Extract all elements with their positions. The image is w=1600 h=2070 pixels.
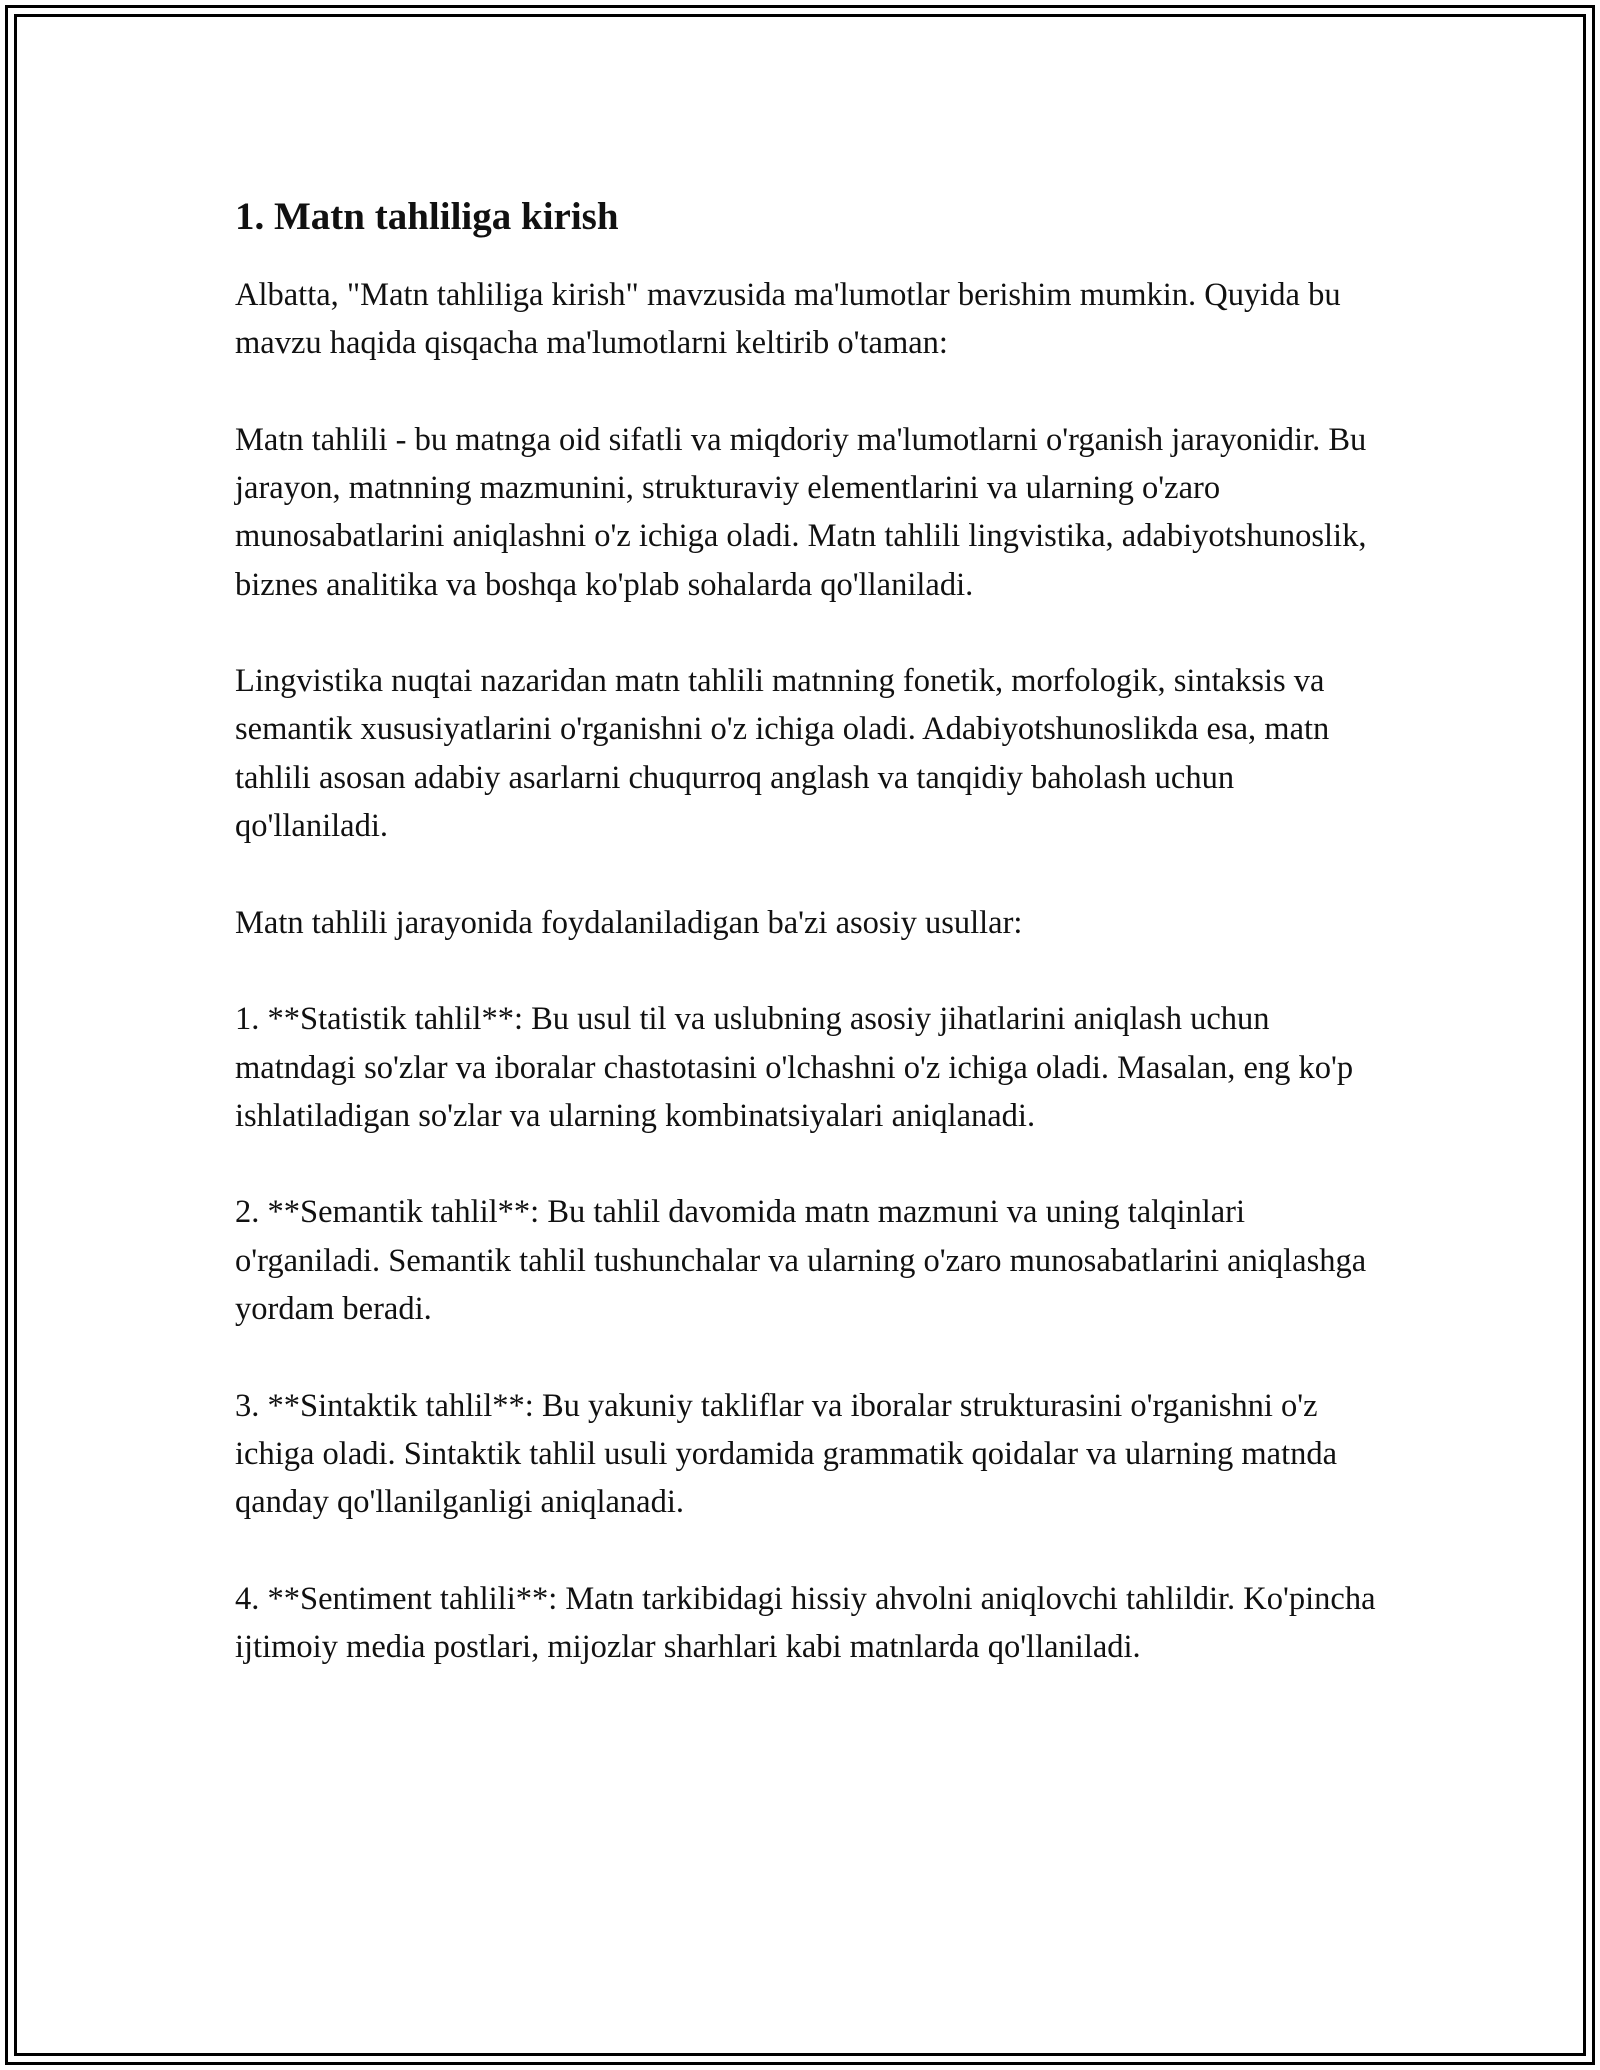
list-item-syntactic: 3. **Sintaktik tahlil**: Bu yakuniy takliflar va iboralar strukturasini o'rganishni o'z ichiga oladi. Sintaktik tahlil usuli yordamida grammatik qoidalar va ularning matnda qanday qo'llanilganligi aniqlanadi.: [235, 1387, 1338, 1521]
paragraph-definition: Matn tahlili - bu matnga oid sifatli va miqdoriy ma'lumotlarni o'rganish jarayonidir. Bu jarayon, matnning mazmunini, strukturaviy elementlarini va ularning o'zaro munosabatlarini aniqlashni o'z ichiga oladi. Matn tahlili lingvistika, adabiyotshunoslik, biznes analitika va boshqa ko'plab sohalarda qo'llaniladi.: [235, 421, 1367, 603]
list-item-sentiment: 4. **Sentiment tahlili**: Matn tarkibidagi hissiy ahvolni aniqlovchi tahlildir. Ko'pincha ijtimoiy media postlari, mijozlar sharhlari kabi matnlarda qo'llaniladi.: [235, 1580, 1376, 1666]
paragraph-intro: Albatta, "Matn tahliliga kirish" mavzusida ma'lumotlar berishim mumkin. Quyida bu mavzu haqida qisqacha ma'lumotlarni keltirib o'taman:: [235, 276, 1341, 362]
document-body: [235, 180, 1385, 1720]
paragraph-linguistics: Lingvistika nuqtai nazaridan matn tahlili matnning fonetik, morfologik, sintaksis va semantik xususiyatlarini o'rganishni o'z ichiga oladi. Adabiyotshunoslikda esa, matn tahlili asosan adabiy asarlarni chuqurroq anglash va tanqidiy baholash uchun qo'llaniladi.: [235, 663, 1330, 845]
paragraph-methods-intro: Matn tahlili jarayonida foydalaniladigan ba'zi asosiy usullar:: [235, 904, 1023, 941]
list-item-semantic: 2. **Semantik tahlil**: Bu tahlil davomida matn mazmuni va uning talqinlari o'rganiladi. Semantik tahlil tushunchalar va ularning o'zaro munosabatlarini aniqlashga yordam beradi.: [235, 1194, 1367, 1328]
document-heading: 1. Matn tahliliga kirish: [235, 195, 619, 238]
list-item-statistical: 1. **Statistik tahlil**: Bu usul til va uslubning asosiy jihatlarini aniqlash uchun matndagi so'zlar va iboralar chastotasini o'lchashni o'z ichiga oladi. Masalan, eng ko'p ishlatiladigan so'zlar va ularning kombinatsiyalari aniqlanadi.: [235, 1001, 1354, 1134]
